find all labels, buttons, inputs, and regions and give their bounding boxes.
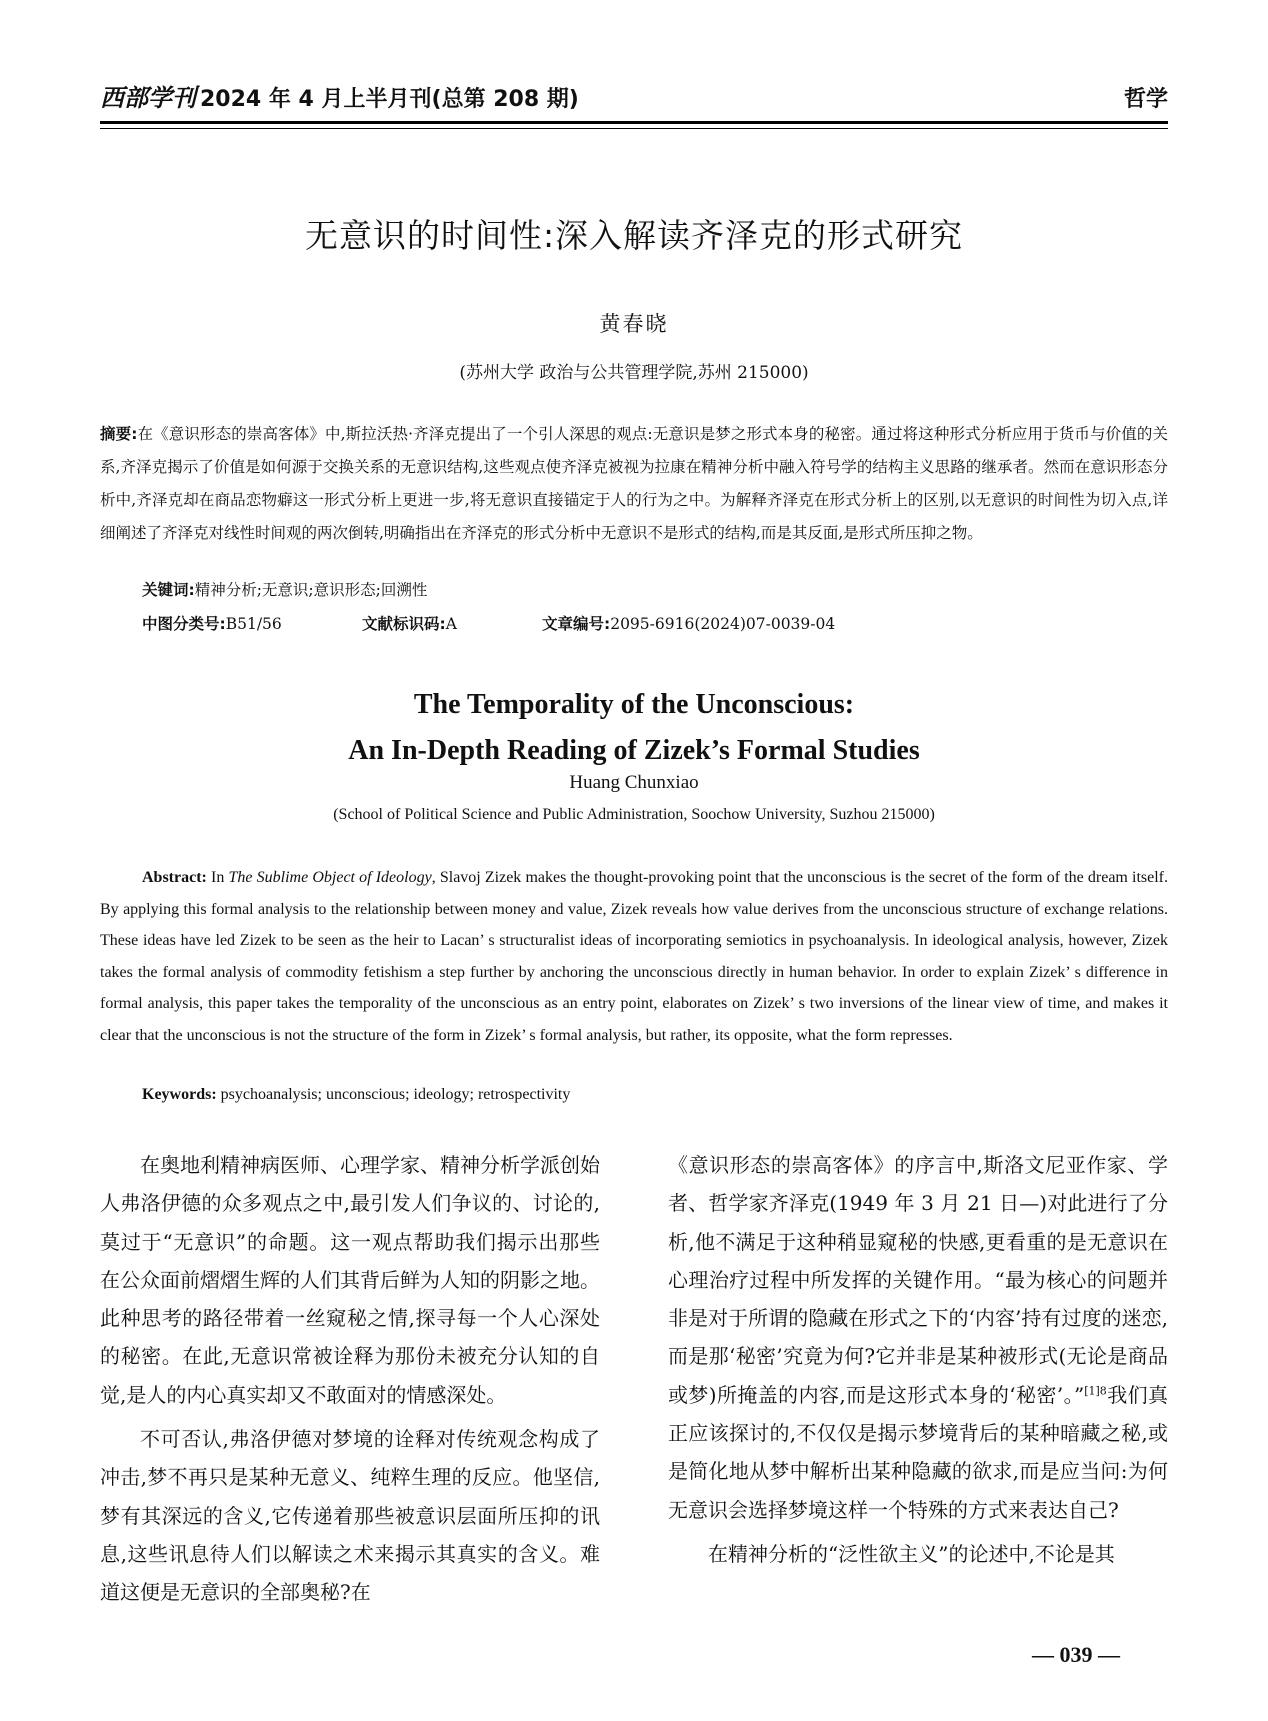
citation: [1]8 xyxy=(1084,1384,1107,1398)
affiliation-cn: (苏州大学 政治与公共管理学院,苏州 215000) xyxy=(459,363,809,383)
abstract-cn xyxy=(100,418,1168,550)
article-label: 文章编号: xyxy=(542,615,611,633)
keywords-cn xyxy=(142,578,427,600)
body-column-right xyxy=(668,1146,1168,1573)
keywords-cn-text: 精神分析;无意识;意识形态;回溯性 xyxy=(194,581,428,599)
book-title: The Sublime Object of Ideology xyxy=(228,869,432,886)
article-title-en xyxy=(100,682,1168,774)
article-value: 2095-6916(2024)07-0039-04 xyxy=(610,615,836,633)
body-text: 我们真正应该探讨的,不仅仅是揭示梦境背后的某种暗藏之秘,或是简化地从梦中解析出某种隐藏的欲求,而是应当问:为何无意识会选择梦境这样一个特殊的方式来表达自己? xyxy=(668,1382,1169,1522)
doc-value: A xyxy=(445,615,457,633)
keywords-en-text: psychoanalysis; unconscious; ideology; retrospectivity xyxy=(220,1086,571,1103)
abstract-cn-label: 摘要: xyxy=(100,425,138,443)
title-en-line2: An In-Depth Reading of Zizek’s Formal Studies xyxy=(348,735,920,766)
body-paragraph: 在精神分析的“泛性欲主义”的论述中,不论是其 xyxy=(708,1541,1115,1566)
article-number xyxy=(542,612,835,634)
abstract-en xyxy=(100,862,1168,1051)
body-text: 《意识形态的崇高客体》的序言中,斯洛文尼亚作家、学者、哲学家齐泽克(1949 年 3 月 21 日—)对此进行了分析,他不满足于这种稍显窥秘的快感,更看重的是无意识在心理治疗过程中所发挥的关键作用。“最为核心的问题并非是对于所谓的隐藏在形式之下的‘内容’持有过度的迷恋,而是那‘秘密’究竟为何?它并非是某种被形式(无论是商品或梦)所掩盖的内容,而是这形式本身的‘秘密’。” xyxy=(668,1153,1168,1407)
author-en: Huang Chunxiao xyxy=(569,772,699,793)
article-title-cn: 无意识的时间性:深入解读齐泽克的形式研究 xyxy=(304,216,964,255)
affiliation-en: (School of Political Science and Public Administration, Soochow University, Suzhou 215000) xyxy=(333,806,935,823)
section-label: 哲学 xyxy=(1123,87,1168,112)
abstract-en-label: Abstract: xyxy=(142,869,207,886)
document-code xyxy=(362,612,542,634)
clc-number xyxy=(142,612,362,634)
clc-label: 中图分类号: xyxy=(142,615,226,633)
running-header xyxy=(100,78,1168,124)
keywords-en xyxy=(142,1086,570,1104)
journal-info xyxy=(100,78,579,113)
body-paragraph: 在奥地利精神病医师、心理学家、精神分析学派创始人弗洛伊德的众多观点之中,最引发人们争议的、讨论的,莫过于“无意识”的命题。这一观点帮助我们揭示出那些在公众面前熠熠生辉的人们其背后鲜为人知的阴影之地。此种思考的路径带着一丝窥秘之情,探寻每一个人心深处的秘密。在此,无意识常被诠释为那份未被充分认知的自觉,是人的内心真实却又不敢面对的情感深处。 xyxy=(100,1153,600,1407)
page-number: — 039 — xyxy=(1032,1642,1120,1667)
body-paragraph xyxy=(668,1146,1168,1529)
keywords-cn-label: 关键词: xyxy=(142,581,195,599)
issue-info: 2024 年 4 月上半月刊(总第 208 期) xyxy=(200,87,579,112)
clc-value: B51/56 xyxy=(225,615,282,633)
body-paragraph: 不可否认,弗洛伊德对梦境的诠释对传统观念构成了冲击,梦不再只是某种无意义、纯粹生理的反应。他坚信,梦有其深远的含义,它传递着那些被意识层面所压抑的讯息,这些讯息待人们以解读之术来揭示其真实的含义。难道这便是无意识的全部奥秘?在 xyxy=(100,1427,600,1605)
abstract-en-pre: In xyxy=(211,869,225,886)
doc-label: 文献标识码: xyxy=(362,615,446,633)
abstract-en-text: , Slavoj Zizek makes the thought-provoking point that the unconscious is the secret of the form of the dream itself. By applying this formal analysis to the relationship between money and value, Zizek reveals how value derives from the unconscious structure of exchange relations. These ideas have led Zizek to be seen as the heir to Lacan’ s structuralist ideas of incorporating semiotics in psychoanalysis. In ideological analysis, however, Zizek takes the formal analysis of commodity fetishism a step further by anchoring the unconscious directly in human behavior. In order to explain Zizek’ s difference in formal analysis, this paper takes the temporality of the unconscious as an entry point, elaborates on Zizek’ s two inversions of the linear view of time, and makes it clear that the unconscious is not the structure of the form in Zizek’ s formal analysis, but rather, its opposite, what the form represses. xyxy=(100,869,1169,1044)
abstract-cn-text: 在《意识形态的崇高客体》中,斯拉沃热·齐泽克提出了一个引人深思的观点:无意识是梦之形式本身的秘密。通过将这种形式分析应用于货币与价值的关系,齐泽克揭示了价值是如何源于交换关系的无意识结构,这些观点使齐泽克被视为拉康在精神分析中融入符号学的结构主义思路的继承者。然而在意识形态分析中,齐泽克却在商品恋物癖这一形式分析上更进一步,将无意识直接锚定于人的行为之中。为解释齐泽克在形式分析上的区别,以无意识的时间性为切入点,详细阐述了齐泽克对线性时间观的两次倒转,明确指出在齐泽克的形式分析中无意识不是形式的结构,而是其反面,是形式所压抑之物。 xyxy=(100,425,1168,542)
article-metadata-cn xyxy=(142,612,835,634)
journal-logo: 西部学刊 xyxy=(100,84,196,112)
author-cn: 黄春晓 xyxy=(599,312,669,336)
title-en-line1: The Temporality of the Unconscious: xyxy=(413,689,855,720)
body-column-left xyxy=(100,1146,600,1612)
keywords-en-label: Keywords: xyxy=(142,1086,217,1103)
